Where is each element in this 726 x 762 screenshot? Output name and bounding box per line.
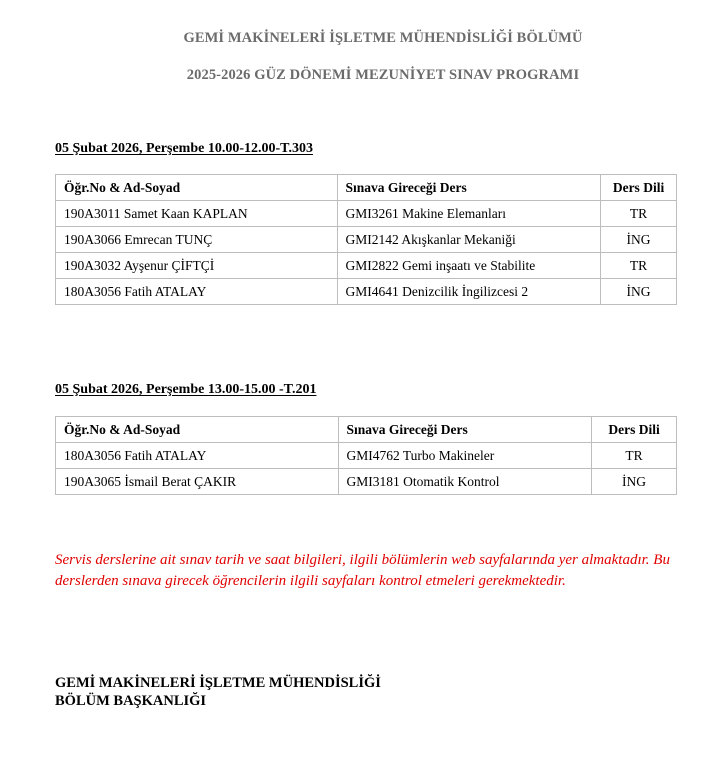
course-cell: GMI3181 Otomatik Kontrol (338, 469, 592, 495)
column-header-course: Sınava Gireceği Ders (338, 417, 592, 443)
table-row (56, 443, 677, 469)
session-1-heading: 05 Şubat 2026, Perşembe 10.00-12.00-T.303 (55, 141, 313, 156)
table-row (56, 253, 677, 279)
course-cell: GMI4762 Turbo Makineler (338, 443, 592, 469)
session-1-table (55, 174, 677, 305)
session-2-heading: 05 Şubat 2026, Perşembe 13.00-15.00 -T.201 (55, 382, 317, 397)
column-header-language: Ders Dili (592, 417, 677, 443)
course-cell: GMI2142 Akışkanlar Mekaniği (337, 227, 601, 253)
course-cell: GMI4641 Denizcilik İngilizcesi 2 (337, 279, 601, 305)
table-row (56, 227, 677, 253)
column-header-student: Öğr.No & Ad-Soyad (56, 175, 338, 201)
student-cell: 190A3066 Emrecan TUNÇ (56, 227, 338, 253)
column-header-course: Sınava Gireceği Ders (337, 175, 601, 201)
language-cell: İNG (601, 227, 677, 253)
student-cell: 180A3056 Fatih ATALAY (56, 443, 339, 469)
table-row (56, 469, 677, 495)
program-title: 2025-2026 GÜZ DÖNEMİ MEZUNİYET SINAV PROGRAMI (186, 67, 580, 83)
language-cell: TR (601, 201, 677, 227)
course-cell: GMI2822 Gemi inşaatı ve Stabilite (337, 253, 601, 279)
signature-block (55, 674, 381, 710)
session-2-table (55, 416, 677, 495)
service-courses-notice: Servis derslerine ait sınav tarih ve saat bilgileri, ilgili bölümlerin web sayfalarında yer almaktadır. Bu derslerden sınava girecek öğrencilerin ilgili sayfaları kontrol etmeleri gerekmektedir. (55, 552, 670, 589)
column-header-language: Ders Dili (601, 175, 677, 201)
table-header-row (56, 175, 677, 201)
table-header-row (56, 417, 677, 443)
student-cell: 190A3032 Ayşenur ÇİFTÇİ (56, 253, 338, 279)
table-row (56, 279, 677, 305)
column-header-student: Öğr.No & Ad-Soyad (56, 417, 339, 443)
student-cell: 180A3056 Fatih ATALAY (56, 279, 338, 305)
signature-line-office: BÖLÜM BAŞKANLIĞI (55, 693, 207, 709)
table-row (56, 201, 677, 227)
language-cell: TR (592, 443, 677, 469)
signature-line-department: GEMİ MAKİNELERİ İŞLETME MÜHENDİSLİĞİ (55, 675, 381, 691)
language-cell: TR (601, 253, 677, 279)
language-cell: İNG (601, 279, 677, 305)
course-cell: GMI3261 Makine Elemanları (337, 201, 601, 227)
student-cell: 190A3011 Samet Kaan KAPLAN (56, 201, 338, 227)
department-title: GEMİ MAKİNELERİ İŞLETME MÜHENDİSLİĞİ BÖLÜMÜ (183, 30, 583, 46)
student-cell: 190A3065 İsmail Berat ÇAKIR (56, 469, 339, 495)
language-cell: İNG (592, 469, 677, 495)
